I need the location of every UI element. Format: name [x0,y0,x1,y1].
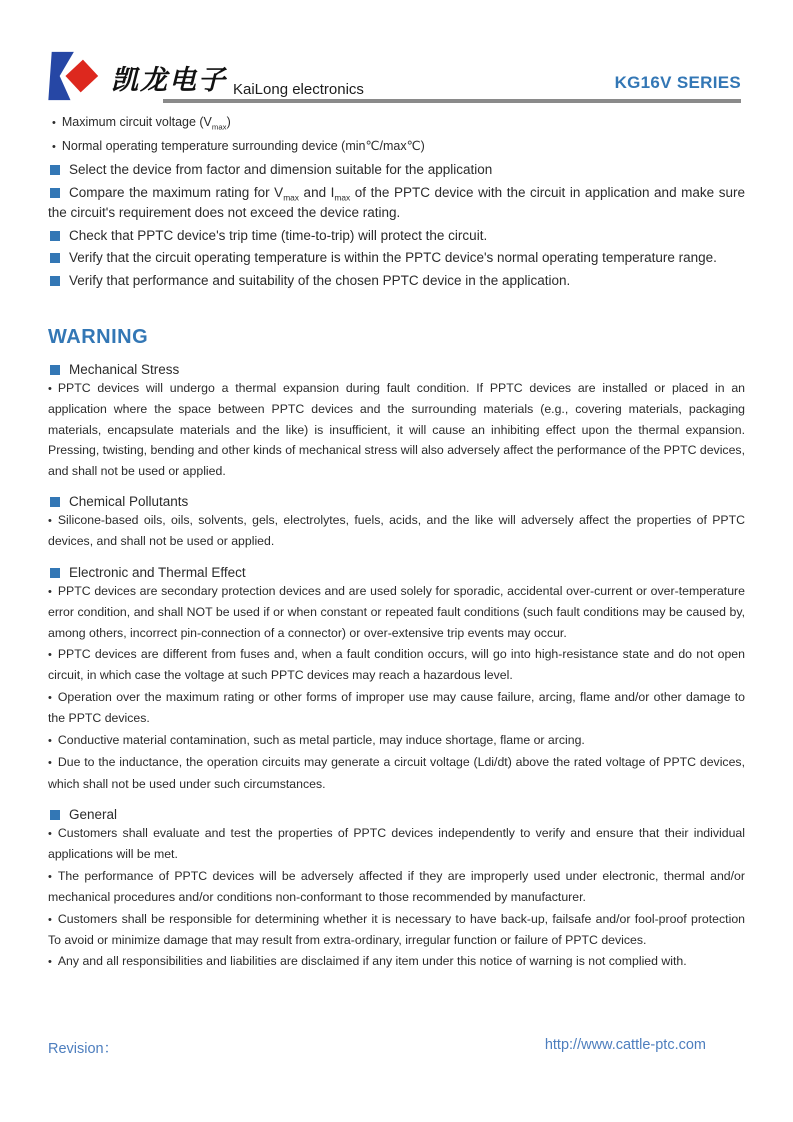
subscript: max [283,192,299,203]
warning-paragraph [48,823,745,865]
paragraph-text: PPTC devices will undergo a thermal expansion during fault condition. If PPTC devices are installed or placed in an application where the space between PPTC devices and the surrounding materials (e.g., covering materials, packaging materials, encapsulate materials and the like) is insufficient, it will cause an inhibiting effect upon the thermal expansion. Pressing, twisting, bending and other kinds of mechanical stress will also adversely affect the performance of the PPTC devices, and shall not be used or applied. [48,381,745,478]
bullet-dot-icon: • [48,691,52,704]
paragraph-text: Conductive material contamination, such as metal particle, may induce shortage, flame or arcing. [57,732,585,747]
bullet-dot-icon: • [48,913,52,926]
bullet-square-icon [50,253,60,263]
bullet-dot-icon: • [48,956,52,969]
bullet-dot-icon: • [48,757,52,770]
kailong-logo [45,50,364,102]
section-heading-text: Chemical Pollutants [69,494,189,510]
section-heading-text: Electronic and Thermal Effect [69,564,246,580]
warning-title: WARNING [48,326,149,348]
list-item-text: Check that PPTC device's trip time (time-to-trip) will protect the circuit. [69,227,488,243]
bullet-dot-icon: • [48,515,52,528]
bullet-dot-icon: • [48,649,52,662]
warning-paragraph [48,752,745,794]
paragraph-text: Any and all responsibilities and liabilities are disclaimed if any item under this notice of warning is not complied with. [57,954,687,969]
website-link[interactable]: http://www.cattle-ptc.com [544,1037,706,1053]
list-item [48,248,745,269]
warning-paragraph [48,951,745,972]
warning-paragraph [48,730,745,751]
bullet-square-icon [50,810,60,820]
bullet-square-icon [50,165,60,175]
company-name-chinese: 凯龙电子 [111,65,227,96]
section-heading [48,362,745,377]
section-heading [48,494,745,509]
list-item [48,271,745,292]
list-item-text: Verify that performance and suitability of the chosen PPTC device in the application. [69,272,571,288]
company-name-english: KaiLong electronics [233,81,364,98]
section-heading [48,565,745,580]
page-header [0,0,793,104]
bullet-square-icon [50,365,60,375]
bullet-dot-icon: • [48,383,52,395]
list-item-text: Verify that the circuit operating temperature is within the PPTC device's normal operating temperature range. [69,250,717,265]
series-label: KG16V SERIES [614,73,741,92]
bullet-square-icon [50,497,60,507]
page-content [0,104,793,973]
paragraph-text: Due to the inductance, the operation circuits may generate a circuit voltage (Ldi/dt) above the rated voltage of PPTC devices, which shall not be used under such circumstances. [48,755,745,791]
list-item [48,160,745,181]
section-heading [48,807,745,822]
bullet-square-icon [50,276,60,286]
list-item-text: Maximum circuit voltage (V [61,115,212,129]
list-item [48,136,745,158]
bullet-dot-icon: • [48,734,52,747]
bullet-square-icon [50,568,60,578]
warning-paragraph [48,581,745,643]
warning-paragraph [48,866,745,908]
paragraph-text: Customers shall be responsible for determining whether it is necessary to have back-up, failsafe and/or fool-proof protection To avoid or minimize damage that may result from extra-ordinary, irregular function or failure of PPTC devices. [48,911,745,947]
revision-label: Revision： [48,1041,119,1057]
bullet-dot-icon: • [48,827,52,840]
warning-paragraph [48,687,745,729]
bullet-dot-icon: • [48,870,52,883]
list-item [48,183,745,224]
header-rule [163,99,741,103]
paragraph-text: Operation over the maximum rating or other forms of improper use may cause failure, arcing, flame and/or other damage to the PPTC devices. [48,689,745,726]
warning-paragraph [48,909,745,951]
subscript: max [334,192,351,203]
bullet-square-icon [50,188,60,198]
list-item-text: and I [298,184,335,200]
list-item-text: Normal operating temperature surrounding device (min℃/max℃) [61,139,425,153]
list-item-text: Compare the maximum rating for V [69,184,284,200]
bullet-dot-icon: • [48,585,52,598]
warning-paragraph [48,378,745,481]
paragraph-text: PPTC devices are different from fuses and, when a fault condition occurs, will go into high-resistance state and do not open circuit, in which case the voltage at such PPTC devices may reach a hazardous level. [48,647,745,683]
paragraph-text: Silicone-based oils, oils, solvents, gels, electrolytes, fuels, acids, and the like will adversely affect the properties of PPTC devices, and shall not be used or applied. [48,513,745,549]
paragraph-text: The performance of PPTC devices will be adversely affected if they are improperly used under electronic, thermal and/or mechanical procedures and/or conditions non-conformant to those recommended by manufacturer. [48,868,745,905]
warning-paragraph [48,510,745,552]
list-item-text: ) [226,115,231,129]
list-item-text: of the PPTC device with the circuit in application and make sure the circuit's requirement does not exceed the device rating. [48,184,745,220]
kailong-logo-icon [45,50,103,102]
paragraph-text: Customers shall evaluate and test the properties of PPTC devices independently to verify and ensure that their individual applications will be met. [48,825,745,862]
bullet-square-icon [50,231,60,241]
list-item [48,226,745,247]
paragraph-text: PPTC devices are secondary protection devices and are used solely for sporadic, accidental over-current or over-temperature error condition, and shall NOT be used if or when constant or repeated fault conditions (such fault conditions may be caused by, among others, incorrect pin-connection of a connector) or over-extensive trip events may occur. [48,583,745,640]
bullet-dot-icon: • [52,117,56,129]
warning-paragraph [48,644,745,686]
subscript: max [211,122,227,132]
list-item [48,112,745,134]
section-heading-text: General [69,806,118,822]
bullet-dot-icon: • [52,141,56,153]
section-heading-text: Mechanical Stress [69,362,180,377]
list-item-text: Select the device from factor and dimension suitable for the application [69,162,493,177]
